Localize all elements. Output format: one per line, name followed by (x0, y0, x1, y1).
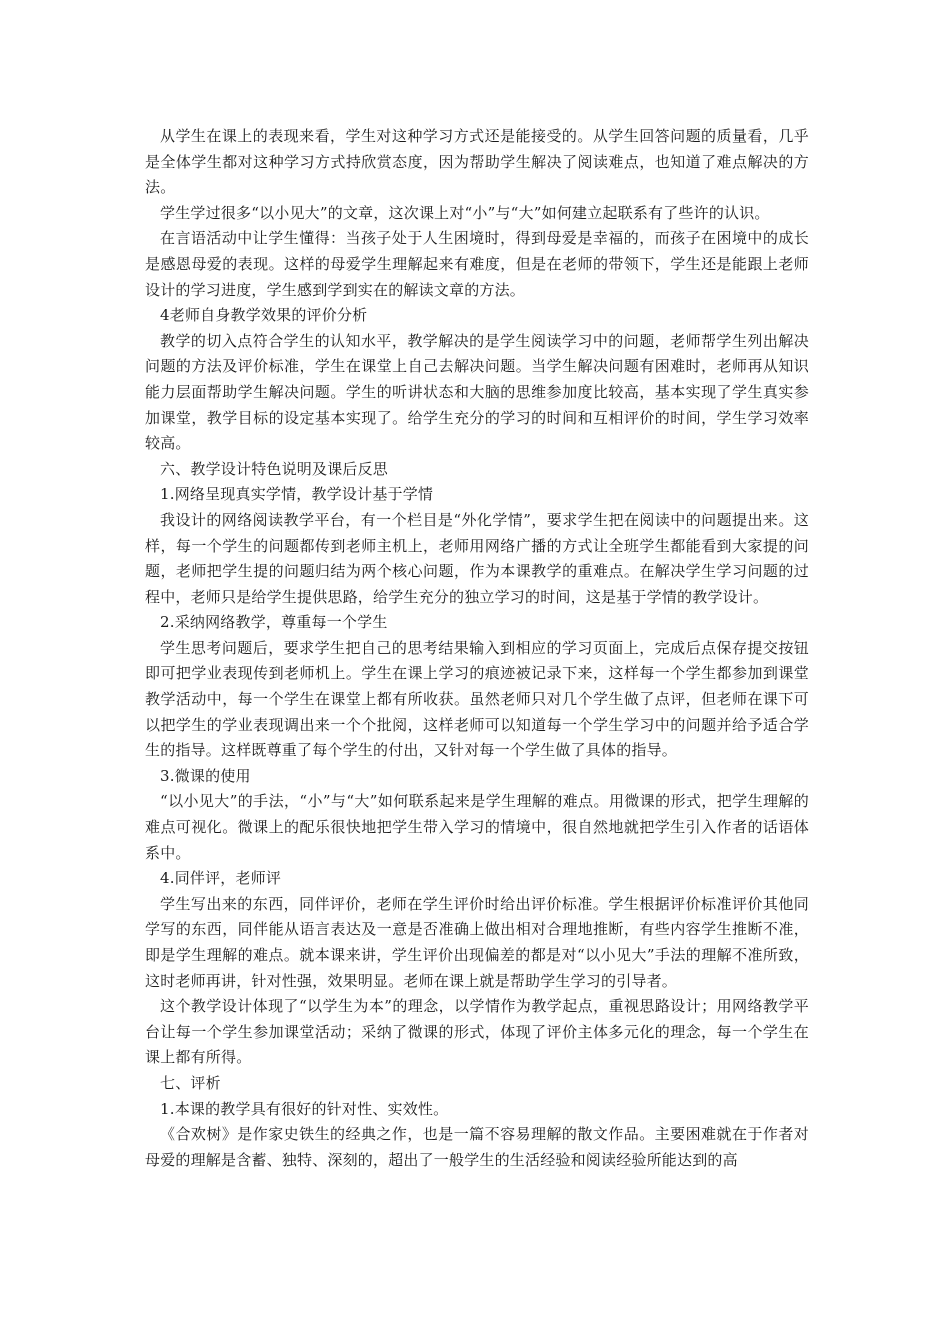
paragraph: “以小见大”的手法，“小”与“大”如何联系起来是学生理解的难点。用微课的形式，把学生理解的难点可视化。微课上的配乐很快地把学生带入学习的情境中，很自然地就把学生引入作者的话语体系中。 (145, 792, 809, 862)
paragraph: 从学生在课上的表现来看，学生对这种学习方式还是能接受的。从学生回答问题的质量看，几乎是全体学生都对这种学习方式持欣赏态度，因为帮助学生解决了阅读难点，也知道了难点解决的方法。 (145, 127, 809, 197)
section-heading: 1.本课的教学具有很好的针对性、实效性。 (160, 1099, 449, 1118)
section-heading: 4老师自身教学效果的评价分析 (160, 306, 368, 325)
section-heading: 七、评析 (160, 1073, 221, 1092)
paragraph: 教学的切入点符合学生的认知水平，教学解决的是学生阅读学习中的问题，老师帮学生列出解决问题的方法及评价标准，学生在课堂上自己去解决问题。当学生解决问题有困难时，老师再从知识能力层面帮助学生解决问题。学生的听讲状态和大脑的思维参加度比较高，基本实现了学生真实参加课堂，教学目标的设定基本实现了。给学生充分的学习的时间和互相评价的时间，学生学习效率较高。 (145, 331, 809, 453)
paragraph: 《合欢树》是作家史铁生的经典之作，也是一篇不容易理解的散文作品。主要困难就在于作者对母爱的理解是含蓄、独特、深刻的，超出了一般学生的生活经验和阅读经验所能达到的高 (145, 1125, 809, 1169)
paragraph: 学生学过很多“以小见大”的文章，这次课上对“小”与“大”如何建立起联系有了些许的认识。 (160, 203, 770, 222)
section-heading: 3.微课的使用 (160, 766, 251, 785)
paragraph: 我设计的网络阅读教学平台，有一个栏目是“外化学情”，要求学生把在阅读中的问题提出来。这样，每一个学生的问题都传到老师主机上，老师用网络广播的方式让全班学生都能看到大家提的问题，老师把学生提的问题归结为两个核心问题，作为本课教学的重难点。在解决学生学习问题的过程中，老师只是给学生提供思路，给学生充分的独立学习的时间，这是基于学情的教学设计。 (145, 510, 809, 606)
document-page (145, 124, 809, 1173)
paragraph: 在言语活动中让学生懂得：当孩子处于人生困境时，得到母爱是幸福的，而孩子在困境中的成长是感恩母爱的表现。这样的母爱学生理解起来有难度，但是在老师的带领下，学生还是能跟上老师设计的学习进度，学生感到学到实在的解读文章的方法。 (145, 229, 809, 299)
paragraph: 学生思考问题后，要求学生把自己的思考结果输入到相应的学习页面上，完成后点保存提交按钮即可把学业表现传到老师机上。学生在课上学习的痕迹被记录下来，这样每一个学生都参加到课堂教学活动中，每一个学生在课堂上都有所收获。虽然老师只对几个学生做了点评，但老师在课下可以把学生的学业表现调出来一个个批阅，这样老师可以知道每一个学生学习中的问题并给予适合学生的指导。这样既尊重了每个学生的付出，又针对每一个学生做了具体的指导。 (145, 638, 809, 760)
section-heading: 六、教学设计特色说明及课后反思 (160, 459, 389, 478)
section-heading: 4.同伴评，老师评 (160, 869, 282, 888)
section-heading: 1.网络呈现真实学情，教学设计基于学情 (160, 485, 434, 504)
section-heading: 2.采纳网络教学，尊重每一个学生 (160, 613, 388, 632)
paragraph: 学生写出来的东西，同伴评价，老师在学生评价时给出评价标准。学生根据评价标准评价其他同学写的东西，同伴能从语言表达及一意是否准确上做出相对合理地推断，有些内容学生推断不准，即是学生理解的难点。就本课来讲，学生评价出现偏差的都是对“以小见大”手法的理解不准所致，这时老师再讲，针对性强，效果明显。老师在课上就是帮助学生学习的引导者。 (145, 894, 809, 990)
paragraph: 这个教学设计体现了“以学生为本”的理念，以学情作为教学起点，重视思路设计；用网络教学平台让每一个学生参加课堂活动；采纳了微课的形式，体现了评价主体多元化的理念，每一个学生在课上都有所得。 (145, 997, 809, 1067)
